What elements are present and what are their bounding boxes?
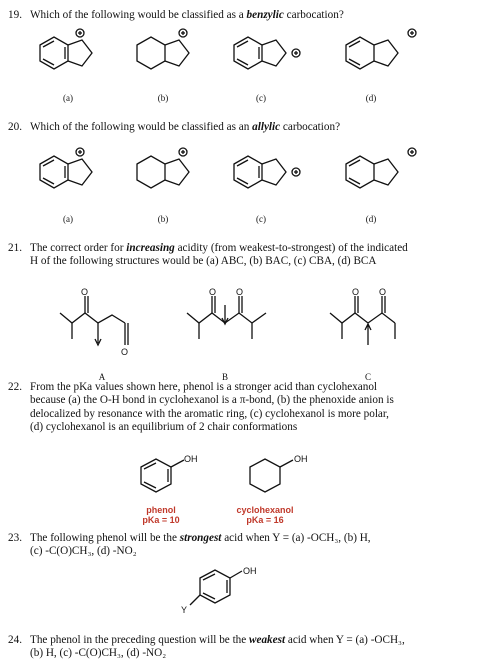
label-21c: C <box>364 372 371 382</box>
question-21: 21. The correct order for increasing acidity (from weakest-to-strongest) of the indicated H of the following structures would be (a) ABC, (b) BAC, (c) CBA, (d) BCA <box>8 242 408 268</box>
label-21a: A <box>98 372 106 382</box>
question-number: 19. <box>8 9 22 21</box>
cyclohexanol-label: cyclohexanol pKa = 16 <box>236 505 294 525</box>
question-number: 21. <box>8 242 22 254</box>
question-number: 24. <box>8 634 22 646</box>
structure-19a <box>30 28 120 88</box>
label-20b: (b) <box>157 214 169 224</box>
y-label: Y <box>181 605 188 615</box>
label-19d: (d) <box>365 93 377 103</box>
label-20d: (d) <box>365 214 377 224</box>
question-19: 19. Which of the following would be classified as a benzylic carbocation? <box>8 9 344 21</box>
structure-19d <box>336 28 436 88</box>
structure-cyclohexanol <box>245 450 325 510</box>
oh-label: OH <box>243 566 257 576</box>
structure-20a <box>30 147 120 207</box>
structure-19b <box>127 28 217 88</box>
label-19c: (c) <box>256 93 266 103</box>
question-24: 24. The phenol in the preceding question will be the weakest acid when Y = (a) -OCH₃, (b) H, (c) -C(O)CH₃, (d) -NO₂ <box>8 634 405 660</box>
oh-label: OH <box>184 454 198 464</box>
structure-20d <box>336 147 436 207</box>
phenol-label: phenol pKa = 10 <box>142 505 180 525</box>
question-number: 20. <box>8 121 22 133</box>
label-20c: (c) <box>256 214 266 224</box>
label-19a: (a) <box>63 93 73 103</box>
label-19b: (b) <box>157 93 169 103</box>
structure-20b <box>127 147 217 207</box>
question-number: 23. <box>8 532 22 544</box>
label-20a: (a) <box>63 214 73 224</box>
question-23: 23. The following phenol will be the strongest acid when Y = (a) -OCH₃, (b) H, (c) -C(O)CH₃, (d) -NO₂ <box>8 532 371 558</box>
question-20: 20. Which of the following would be classified as an allylic carbocation? <box>8 121 341 133</box>
question-22: 22. From the pKa values shown here, phenol is a stronger acid than cyclohexanol because (a) the O-H bond in cyclohexanol is a π-bond, (b) the phenoxide anion is delocalized by resonance with the aromatic ring, (c) cyclohexanol is more polar, (d) cyclohexanol is an equilibrium of 2 chair conformations <box>8 381 394 434</box>
label-21b: B <box>221 372 228 382</box>
structure-20c <box>224 147 324 207</box>
structure-phenol <box>136 450 216 510</box>
question-number: 22. <box>8 381 22 393</box>
structure-21a <box>55 283 175 373</box>
structure-19c <box>224 28 324 88</box>
oh-label: OH <box>294 454 308 464</box>
